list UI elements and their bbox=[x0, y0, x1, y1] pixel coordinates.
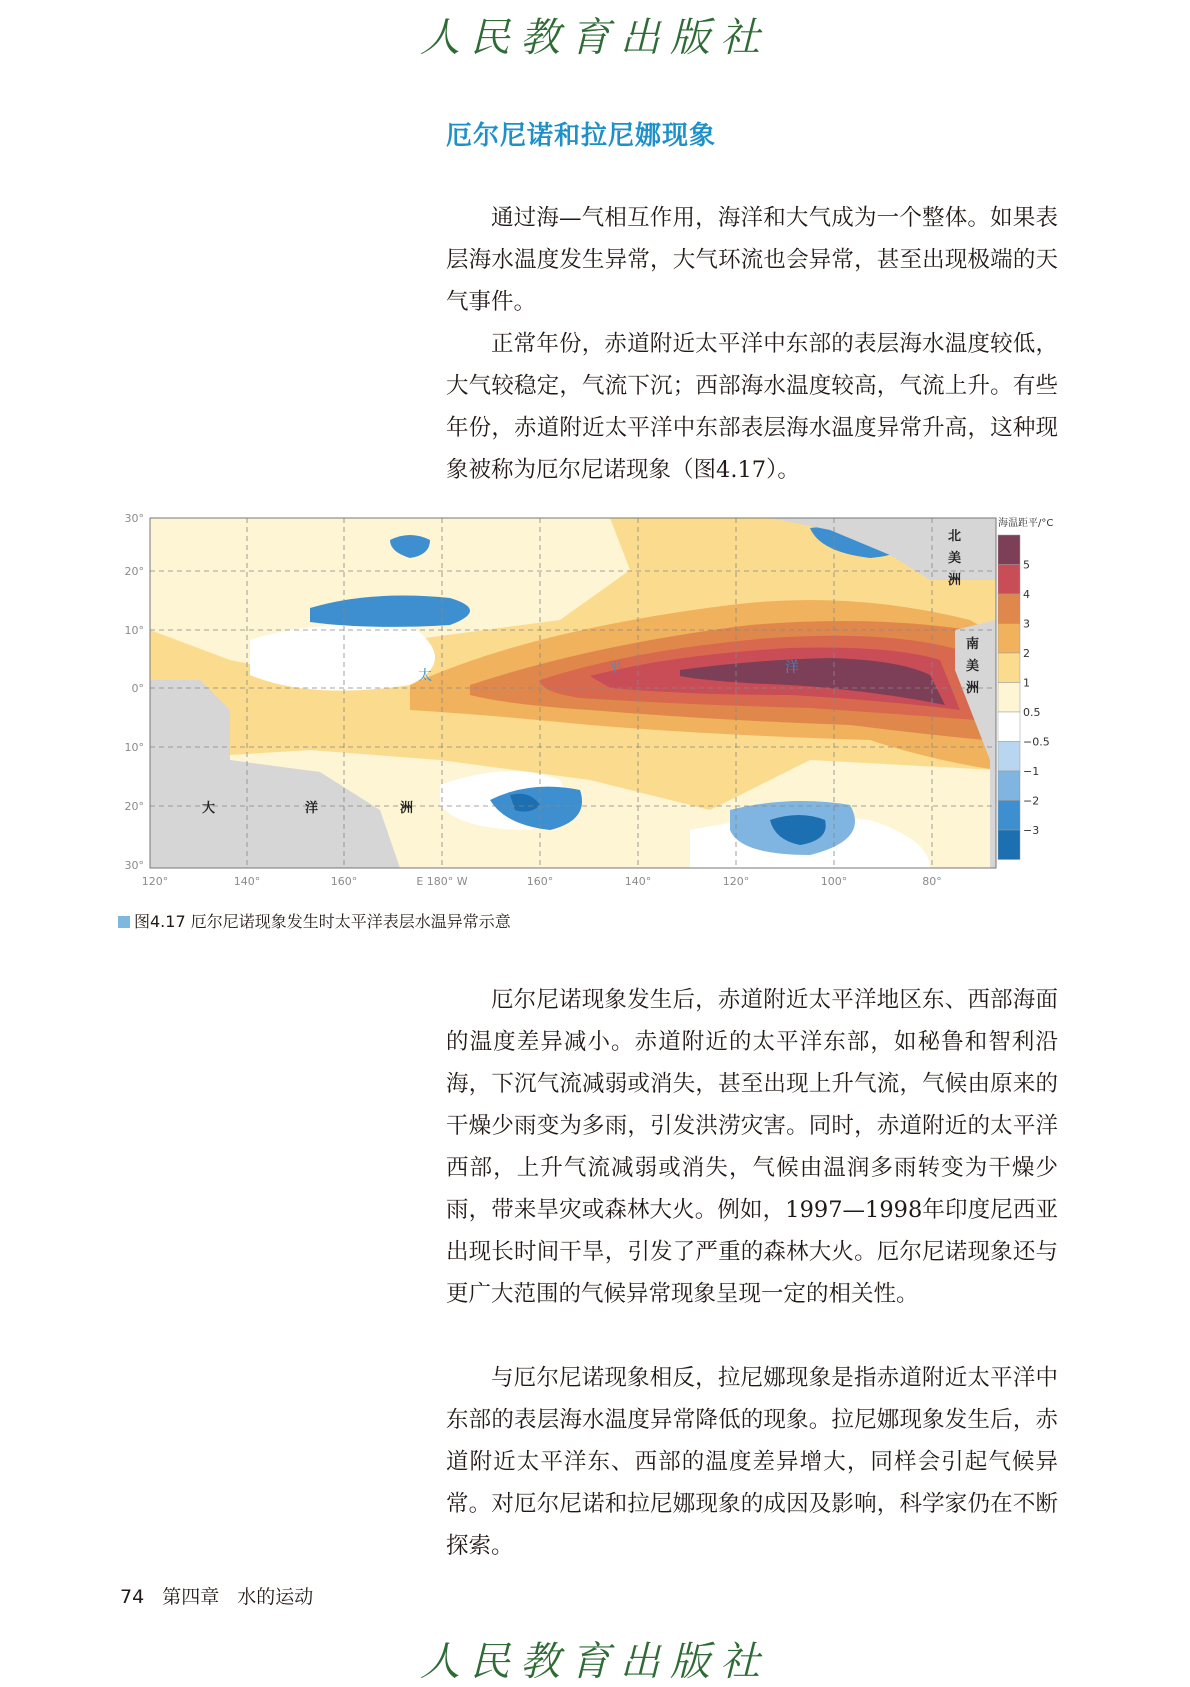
lat-label: 10° bbox=[124, 741, 144, 754]
neutral-west bbox=[250, 624, 435, 691]
label-pacific: 洋 bbox=[785, 660, 799, 676]
lat-label: 20° bbox=[124, 565, 144, 578]
lon-label: 140° bbox=[233, 875, 261, 888]
label-pacific: 平 bbox=[608, 660, 622, 676]
lon-label: E 180° W bbox=[416, 875, 468, 888]
legend-swatch bbox=[998, 535, 1020, 565]
legend-label: 2 bbox=[1023, 647, 1030, 660]
lon-label: 80° bbox=[922, 875, 942, 888]
label-south-america: 洲 bbox=[966, 681, 980, 696]
figure-caption bbox=[118, 909, 511, 932]
label-south-america: 美 bbox=[966, 659, 980, 674]
legend-label: 1 bbox=[1023, 676, 1030, 690]
latitude-labels bbox=[125, 512, 145, 872]
legend-label: −1 bbox=[1023, 765, 1040, 778]
legend-label: 4 bbox=[1023, 588, 1030, 601]
paragraph-2: 正常年份，赤道附近太平洋中东部的表层海水温度较低，大气较稳定，气流下沉；西部海水温度较高，气流上升。有些年份，赤道附近太平洋中东部表层海水温度异常升高，这种现象被称为厄尔尼诺现象（图4.17）。 bbox=[446, 331, 1058, 483]
legend-label: −2 bbox=[1023, 794, 1040, 808]
legend-swatch bbox=[998, 712, 1020, 742]
lat-label: 20° bbox=[124, 800, 144, 813]
paragraph-1: 通过海—气相互作用，海洋和大气成为一个整体。如果表层海水温度发生异常，大气环流也会异常，甚至出现极端的天气事件。 bbox=[446, 205, 1058, 315]
lon-label: 140° bbox=[624, 875, 652, 888]
lat-label: 30° bbox=[124, 512, 144, 525]
page-footer bbox=[120, 1582, 331, 1609]
paragraph-4: 与厄尔尼诺现象相反，拉尼娜现象是指赤道附近太平洋中东部的表层海水温度异常降低的现象。拉尼娜现象发生后，赤道附近太平洋东、西部的温度差异增大，同样会引起气候异常。对厄尔尼诺和拉尼娜现象的成因及影响，科学家仍在不断探索。 bbox=[446, 1365, 1058, 1559]
lon-label: 120° bbox=[141, 875, 169, 888]
map-shading bbox=[150, 518, 996, 868]
legend-swatch bbox=[998, 653, 1020, 683]
legend-swatch bbox=[998, 771, 1020, 801]
lat-label: 0° bbox=[131, 682, 144, 695]
label-oceania: 洲 bbox=[400, 801, 414, 816]
label-pacific: 太 bbox=[418, 668, 432, 684]
legend-label: −0.5 bbox=[1023, 735, 1050, 749]
paragraph-3: 厄尔尼诺现象发生后，赤道附近太平洋地区东、西部海面的温度差异减小。赤道附近的太平洋东部，如秘鲁和智利沿海，下沉气流减弱或消失，甚至出现上升气流，气候由原来的干燥少雨变为多雨，引发洪涝灾害。同时，赤道附近的太平洋西部，上升气流减弱或消失，气候由温润多雨转变为干燥少雨，带来旱灾或森林大火。例如，1997—1998年印度尼西亚出现长时间干旱，引发了严重的森林大火。厄尔尼诺现象还与更广大范围的气候异常现象呈现一定的相关性。 bbox=[446, 987, 1058, 1307]
longitude-labels bbox=[142, 875, 942, 888]
label-north-america: 北 bbox=[948, 529, 962, 544]
legend-swatch bbox=[998, 830, 1020, 860]
legend-swatch bbox=[998, 742, 1020, 772]
chapter-label: 第四章 bbox=[162, 1586, 220, 1608]
lon-label: 160° bbox=[330, 875, 358, 888]
legend-title: 海温距平/°C bbox=[998, 518, 1054, 529]
lat-label: 10° bbox=[124, 624, 144, 637]
label-oceania: 洋 bbox=[305, 801, 319, 816]
label-south-america: 南 bbox=[966, 637, 980, 652]
legend-label: 3 bbox=[1023, 617, 1030, 631]
legend-label: 0.5 bbox=[1023, 706, 1041, 719]
caption-marker bbox=[118, 916, 130, 928]
lat-label: 30° bbox=[124, 859, 144, 872]
lon-label: 100° bbox=[820, 875, 848, 888]
lon-label: 160° bbox=[526, 875, 554, 888]
chapter-title: 水的运动 bbox=[237, 1586, 314, 1608]
page-number: 74 bbox=[120, 1586, 145, 1608]
label-north-america: 洲 bbox=[948, 573, 962, 588]
label-oceania: 大 bbox=[202, 801, 216, 816]
publisher-logo-top: 人民教育出版社 bbox=[420, 15, 770, 61]
legend-swatch bbox=[998, 565, 1020, 595]
sst-anomaly-map bbox=[110, 510, 1070, 900]
legend-swatch bbox=[998, 624, 1020, 654]
legend-swatch bbox=[998, 801, 1020, 831]
label-north-america: 美 bbox=[948, 551, 962, 566]
legend-swatch bbox=[998, 594, 1020, 624]
lon-label: 120° bbox=[722, 875, 750, 888]
legend-label: −3 bbox=[1023, 824, 1040, 837]
section-title: 厄尔尼诺和拉尼娜现象 bbox=[446, 121, 717, 151]
legend-swatch bbox=[998, 683, 1020, 713]
caption-text: 图4.17 厄尔尼诺现象发生时太平洋表层水温异常示意 bbox=[134, 912, 511, 931]
legend-label: 5 bbox=[1023, 558, 1030, 572]
sst-anomaly-figure bbox=[110, 510, 1070, 904]
publisher-logo-bottom: 人民教育出版社 bbox=[420, 1639, 770, 1685]
legend-bar bbox=[998, 535, 1050, 860]
